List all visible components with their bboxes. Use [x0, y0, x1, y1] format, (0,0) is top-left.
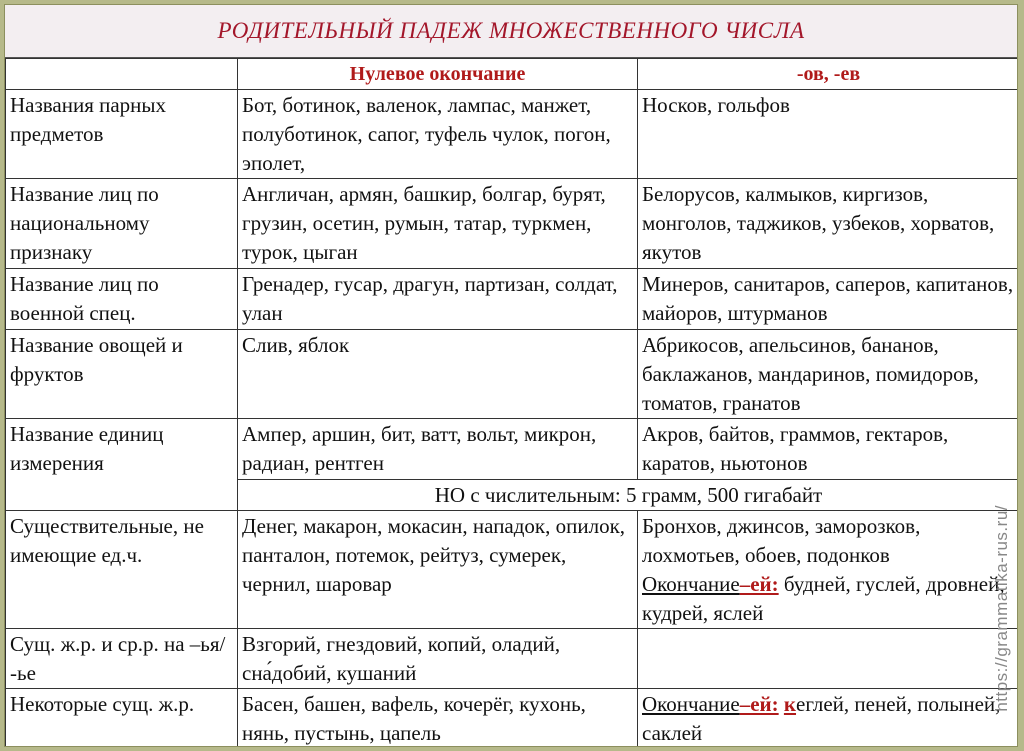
ov-ending-cell: Минеров, санитаров, саперов, капитанов, майоров, штурманов — [638, 269, 1019, 330]
ov-ending-cell: Абрикосов, апельсинов, бананов, баклажанов, мандаринов, помидоров, томатов, гранатов — [638, 330, 1019, 419]
ending-label: Окончание — [642, 692, 740, 716]
zero-ending-cell: Англичан, армян, башкир, болгар, бурят, грузин, осетин, румын, татар, туркмен, турок, цыган — [238, 179, 638, 269]
table-row — [6, 629, 1019, 689]
zero-ending-cell: Денег, макарон, мокасин, нападок, опилок, панталон, потемок, рейтуз, сумерек, чернил, шаровар — [238, 511, 638, 629]
zero-ending-cell: Басен, башен, вафель, кочерёг, кухонь, нянь, пустынь, цапель — [238, 689, 638, 748]
zero-ending-cell: Взгорий, гнездовий, копий, оладий, сна́добий, кушаний — [238, 629, 638, 689]
zero-ending-cell: Гренадер, гусар, драгун, партизан, солдат, улан — [238, 269, 638, 330]
table-row — [6, 90, 1019, 179]
ov-ending-cell: Акров, байтов, граммов, гектаров, каратов, ньютонов — [638, 419, 1019, 480]
table-row — [6, 330, 1019, 419]
header-row — [6, 59, 1019, 90]
ov-rest: будней, гуслей, дровней, кудрей, яслей — [642, 572, 1005, 625]
ending-label: Окончание — [642, 572, 740, 596]
watermark: https://grammatika-rus.ru/ — [992, 505, 1011, 712]
ov-ending-cell — [638, 629, 1019, 689]
category-cell: Названия парных предметов — [6, 90, 238, 179]
ending-ei: –ей: — [739, 572, 779, 596]
category-cell: Название единиц измерения — [6, 419, 238, 511]
category-cell: Название овощей и фруктов — [6, 330, 238, 419]
zero-ending-cell: Ампер, аршин, бит, ватт, вольт, микрон, радиан, рентген — [238, 419, 638, 480]
zero-ending-cell: Бот, ботинок, валенок, лампас, манжет, полуботинок, сапог, туфель чулок, погон, эполет, — [238, 90, 638, 179]
ov-ending-cell: Белорусов, калмыков, киргизов, монголов, таджиков, узбеков, хорватов, якутов — [638, 179, 1019, 269]
table-row — [6, 419, 1019, 480]
category-cell: Сущ. ж.р. и ср.р. на –ья/ -ье — [6, 629, 238, 689]
zero-ending-cell: Слив, яблок — [238, 330, 638, 419]
category-cell: Существительные, не имеющие ед.ч. — [6, 511, 238, 629]
table-row — [6, 269, 1019, 330]
category-cell: Название лиц по военной спец. — [6, 269, 238, 330]
table-frame — [4, 4, 1018, 747]
title-bar — [5, 5, 1017, 58]
page-title: РОДИТЕЛЬНЫЙ ПАДЕЖ МНОЖЕСТВЕННОГО ЧИСЛА — [217, 18, 805, 43]
header-ov-ending: -ов, -ев — [638, 59, 1019, 90]
header-zero-ending: Нулевое окончание — [238, 59, 638, 90]
ov-ending-cell — [638, 689, 1019, 748]
ov-ending-cell: Носков, гольфов — [638, 90, 1019, 179]
ending-k: к — [783, 692, 797, 716]
ov-text: Бронхов, джинсов, заморозков, лохмотьев, обоев, подонков — [642, 514, 921, 567]
table-row — [6, 179, 1019, 269]
table-row — [6, 511, 1019, 629]
category-cell: Название лиц по национальному признаку — [6, 179, 238, 269]
header-empty — [6, 59, 238, 90]
table-row — [6, 689, 1019, 748]
ov-rest: еглей, пеней, полыней, саклей — [642, 692, 1001, 745]
grammar-table — [5, 58, 1018, 747]
category-cell: Некоторые сущ. ж.р. — [6, 689, 238, 748]
ending-ei: –ей: — [739, 692, 779, 716]
ov-ending-cell — [638, 511, 1019, 629]
numeral-note: НО с числительным: 5 грамм, 500 гигабайт — [238, 480, 1019, 511]
